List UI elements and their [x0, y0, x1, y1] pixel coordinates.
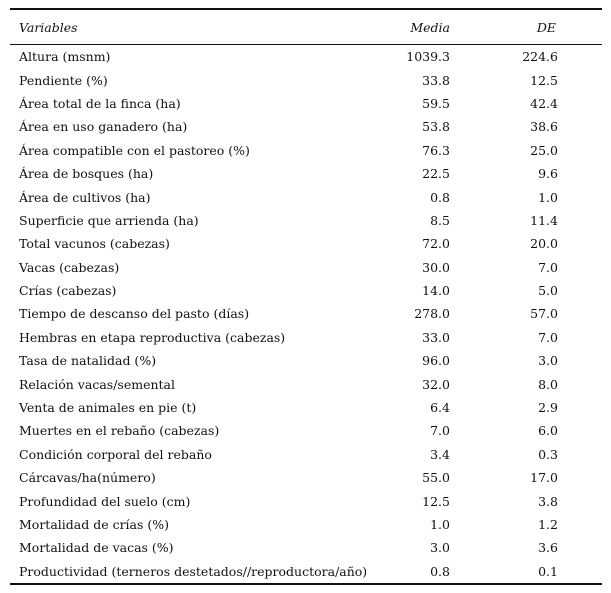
table-row [10, 185, 602, 208]
cell-de: 17.0 [530, 470, 558, 486]
table-row [10, 443, 602, 466]
cell-de: 1.2 [538, 517, 558, 532]
cell-de: 8.0 [538, 376, 558, 392]
table-header [10, 9, 602, 45]
cell-media: 278.0 [414, 306, 450, 322]
cell-de: 5.0 [538, 283, 558, 299]
cell-de: 7.0 [538, 329, 558, 345]
table-row [10, 139, 602, 162]
cell-media: 1.0 [430, 517, 450, 532]
table-row [10, 209, 602, 232]
cell-media: 32.0 [422, 376, 450, 392]
table-row [10, 92, 602, 115]
cell-media: 6.4 [430, 400, 450, 416]
table-row [10, 396, 602, 419]
cell-de: 57.0 [530, 306, 558, 322]
cell-variable: Muertes en el rebaño (cabezas) [19, 423, 220, 439]
header-row [10, 9, 602, 45]
table-row [10, 232, 602, 255]
table-row [10, 466, 602, 489]
cell-variable: Relación vacas/semental [19, 376, 175, 392]
table-row [10, 536, 602, 559]
cell-variable: Total vacunos (cabezas) [19, 236, 170, 252]
cell-media: 14.0 [422, 283, 450, 299]
statistics-table-container [10, 8, 602, 585]
table-row [10, 326, 602, 349]
cell-de: 6.0 [538, 423, 558, 439]
table-row [10, 45, 602, 69]
table-row [10, 302, 602, 325]
cell-de: 3.6 [538, 540, 558, 556]
cell-variable: Hembras en etapa reproductiva (cabezas) [19, 329, 286, 345]
cell-media: 3.4 [430, 446, 450, 462]
table-row [10, 419, 602, 442]
table-row [10, 115, 602, 138]
cell-de: 1.0 [538, 189, 558, 205]
cell-de: 9.6 [538, 166, 558, 182]
cell-de: 11.4 [530, 212, 558, 228]
cell-variable: Área de cultivos (ha) [19, 189, 151, 205]
table-row [10, 513, 602, 536]
cell-de: 3.0 [538, 353, 558, 369]
cell-variable: Profundidad del suelo (cm) [19, 493, 191, 509]
cell-media: 22.5 [422, 166, 450, 182]
cell-media: 1039.3 [406, 49, 450, 65]
cell-media: 55.0 [422, 470, 450, 486]
cell-de: 42.4 [530, 95, 558, 111]
cell-de: 7.0 [538, 259, 558, 275]
cell-variable: Área compatible con el pastoreo (%) [19, 142, 250, 158]
cell-de: 38.6 [530, 119, 558, 135]
cell-media: 53.8 [422, 119, 450, 135]
cell-media: 96.0 [422, 353, 450, 369]
cell-variable: Altura (msnm) [19, 49, 111, 65]
cell-de: 0.3 [538, 446, 558, 462]
cell-media: 76.3 [422, 142, 450, 158]
table-row [10, 372, 602, 395]
cell-variable: Mortalidad de vacas (%) [19, 540, 174, 556]
cell-variable: Condición corporal del rebaño [19, 446, 212, 462]
cell-variable: Venta de animales en pie (t) [19, 400, 197, 416]
cell-variable: Pendiente (%) [19, 72, 108, 88]
cell-media: 30.0 [422, 259, 450, 275]
cell-de: 224.6 [522, 49, 558, 65]
cell-media: 33.8 [422, 72, 450, 88]
cell-media: 8.5 [430, 212, 450, 228]
cell-de: 12.5 [530, 72, 558, 88]
table-row [10, 560, 602, 584]
cell-variable: Productividad (terneros destetados//reproductora/año) [10, 560, 370, 584]
statistics-table [10, 8, 602, 585]
cell-variable: Tasa de natalidad (%) [19, 353, 157, 369]
header-de: DE [478, 9, 602, 45]
cell-media: 3.0 [430, 540, 450, 556]
cell-media: 33.0 [422, 329, 450, 345]
cell-media: 72.0 [422, 236, 450, 252]
cell-variable: Área total de la finca (ha) [19, 95, 181, 111]
cell-variable: Crías (cabezas) [19, 283, 117, 299]
cell-de: 2.9 [538, 400, 558, 416]
header-media: Media [370, 9, 478, 45]
cell-media: 59.5 [422, 95, 450, 111]
cell-de: 0.1 [478, 560, 602, 584]
table-row [10, 162, 602, 185]
table-row [10, 349, 602, 372]
cell-de: 20.0 [530, 236, 558, 252]
cell-variable: Área de bosques (ha) [19, 166, 154, 182]
cell-variable: Cárcavas/ha(número) [19, 470, 156, 486]
table-row [10, 68, 602, 91]
table-body [10, 45, 602, 584]
cell-de: 3.8 [538, 493, 558, 509]
cell-media: 7.0 [430, 423, 450, 439]
cell-variable: Mortalidad de crías (%) [19, 517, 170, 532]
cell-media: 0.8 [370, 560, 478, 584]
cell-variable: Vacas (cabezas) [19, 259, 120, 275]
cell-media: 12.5 [422, 493, 450, 509]
cell-media: 0.8 [430, 189, 450, 205]
cell-variable: Superficie que arrienda (ha) [19, 212, 199, 228]
table-row [10, 256, 602, 279]
cell-variable: Tiempo de descanso del pasto (días) [19, 306, 250, 322]
table-row [10, 489, 602, 512]
cell-de: 25.0 [530, 142, 558, 158]
cell-variable: Área en uso ganadero (ha) [19, 119, 188, 135]
table-row [10, 279, 602, 302]
header-variables: Variables [10, 9, 370, 45]
